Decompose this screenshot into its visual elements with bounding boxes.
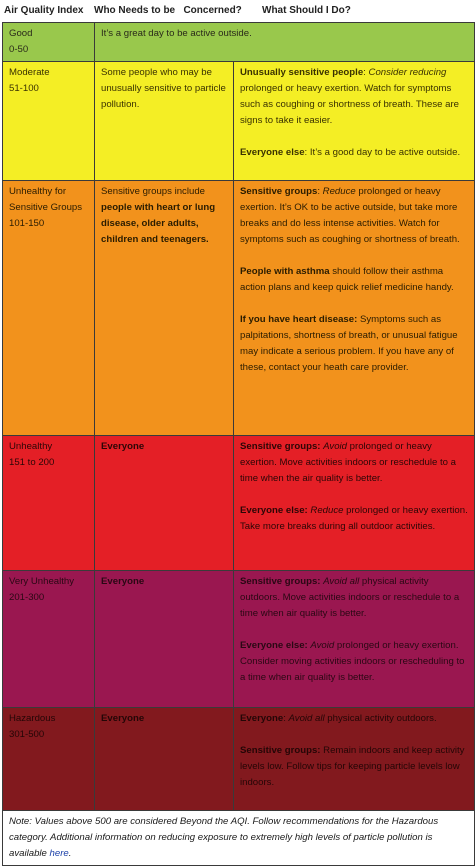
note-text: Note: Values above 500 are considered Beyond the AQI. Follow recommendations for the Hazardous category. Additional information on reducing exposure to extremely high levels of particle pollution is available	[9, 816, 439, 859]
who-cell-very-unhealthy	[95, 571, 234, 708]
header-what: What Should I Do?	[262, 5, 351, 16]
header-who: Who Needs to be Concerned?	[94, 5, 242, 16]
note-cell	[3, 811, 475, 866]
advice-lead: Sensitive groups:	[240, 441, 321, 452]
note-end: .	[68, 848, 72, 859]
who-text: Sensitive groups include	[101, 186, 205, 197]
advice-emphasis: Avoid all	[323, 576, 360, 587]
advice-text: physical activity outdoors.	[324, 713, 437, 724]
advice-sep: :	[283, 713, 289, 724]
advice-emphasis: Avoid	[323, 441, 347, 452]
advice-text: Remain indoors and keep activity levels low. Follow tips for keeping particle levels low indoors.	[240, 745, 465, 788]
note-here-link[interactable]: here	[49, 848, 69, 859]
advice-emphasis: Consider reducing	[368, 67, 447, 78]
row-very-unhealthy	[3, 571, 475, 708]
range-label: 101-150	[9, 218, 45, 229]
advice-text: prolonged or heavy exertion. Consider moving activities indoors or rescheduling to a time when air quality is better.	[240, 640, 465, 683]
range-label: 301-500	[9, 729, 45, 740]
range-label: 51-100	[9, 83, 39, 94]
range-label: 151 to 200	[9, 457, 55, 468]
aqi-cell-hazardous	[3, 708, 95, 811]
level-label: Unhealthy for Sensitive Groups	[9, 186, 83, 213]
level-label: Unhealthy	[9, 441, 53, 452]
row-moderate	[3, 62, 475, 181]
level-label: Good	[9, 28, 33, 39]
who-text: Some people who may be unusually sensitive to particle pollution.	[101, 67, 226, 110]
level-label: Hazardous	[9, 713, 56, 724]
row-note	[3, 811, 475, 866]
advice-text: : It’s a good day to be active outside.	[304, 147, 461, 158]
advice-cell-unhealthy	[234, 436, 475, 571]
advice-text: physical activity outdoors. Move activities indoors or reschedule to a time when air quality is better.	[240, 576, 460, 619]
range-label: 0-50	[9, 44, 29, 55]
aqi-cell-unhealthy-sensitive	[3, 181, 95, 436]
row-good	[3, 23, 475, 62]
advice-emphasis: Reduce	[322, 186, 356, 197]
advice-emphasis: Avoid all	[288, 713, 325, 724]
advice-cell-hazardous	[234, 708, 475, 811]
advice-cell-good	[95, 23, 475, 62]
advice-lead: Unusually sensitive people	[240, 67, 364, 78]
who-cell-unhealthy-sensitive	[95, 181, 234, 436]
who-emphasis: people with heart or lung disease, older adults, children and teenagers.	[101, 202, 216, 245]
advice-text: should follow their asthma action plans and keep quick relief medicine handy.	[240, 266, 454, 293]
advice-lead: Everyone	[240, 713, 284, 724]
advice-lead: If you have heart disease:	[240, 314, 358, 325]
advice-text: prolonged or heavy exertion. It’s OK to be active outside, but take more breaks and do less intense activities. Watch for symptoms such as coughing or shortness of breath.	[240, 186, 460, 245]
who-text: Everyone	[101, 713, 145, 724]
advice-lead: Sensitive groups:	[240, 745, 321, 756]
aqi-cell-good	[3, 23, 95, 62]
aqi-cell-unhealthy	[3, 436, 95, 571]
advice-sep: :	[363, 67, 369, 78]
aqi-table	[2, 22, 475, 866]
who-cell-moderate	[95, 62, 234, 181]
row-hazardous	[3, 708, 475, 811]
who-cell-hazardous	[95, 708, 234, 811]
advice-emphasis: Avoid	[310, 640, 335, 651]
advice-text: It’s a great day to be active outside.	[101, 28, 252, 39]
advice-text: prolonged or heavy exertion. Watch for symptoms such as coughing or shortness of breath. These are signs to take it easier.	[240, 83, 460, 126]
advice-lead: Everyone else:	[240, 640, 308, 651]
advice-text: Symptoms such as palpitations, shortness of breath, or unusual fatigue may indicate a serious problem. If you have any of these, contact your heath care provider.	[240, 314, 458, 373]
aqi-cell-very-unhealthy	[3, 571, 95, 708]
advice-cell-moderate	[234, 62, 475, 181]
aqi-cell-moderate	[3, 62, 95, 181]
advice-sep: :	[317, 186, 323, 197]
advice-lead: People with asthma	[240, 266, 330, 277]
who-text: Everyone	[101, 441, 145, 452]
advice-emphasis: Reduce	[310, 505, 344, 516]
advice-lead: Everyone else	[240, 147, 305, 158]
level-label: Moderate	[9, 67, 50, 78]
header-aqi: Air Quality Index	[4, 5, 84, 16]
advice-text: prolonged or heavy exertion. Move activities indoors or reschedule to a time when the air quality is better.	[240, 441, 456, 484]
level-label: Very Unhealthy	[9, 576, 75, 587]
table-header	[0, 0, 476, 22]
advice-lead: Everyone else:	[240, 505, 308, 516]
range-label: 201-300	[9, 592, 45, 603]
advice-cell-very-unhealthy	[234, 571, 475, 708]
who-text: Everyone	[101, 576, 145, 587]
advice-lead: Sensitive groups:	[240, 576, 321, 587]
advice-text: prolonged or heavy exertion. Take more breaks during all outdoor activities.	[240, 505, 468, 532]
row-unhealthy-sensitive	[3, 181, 475, 436]
who-cell-unhealthy	[95, 436, 234, 571]
row-unhealthy	[3, 436, 475, 571]
advice-cell-unhealthy-sensitive	[234, 181, 475, 436]
advice-lead: Sensitive groups	[240, 186, 318, 197]
